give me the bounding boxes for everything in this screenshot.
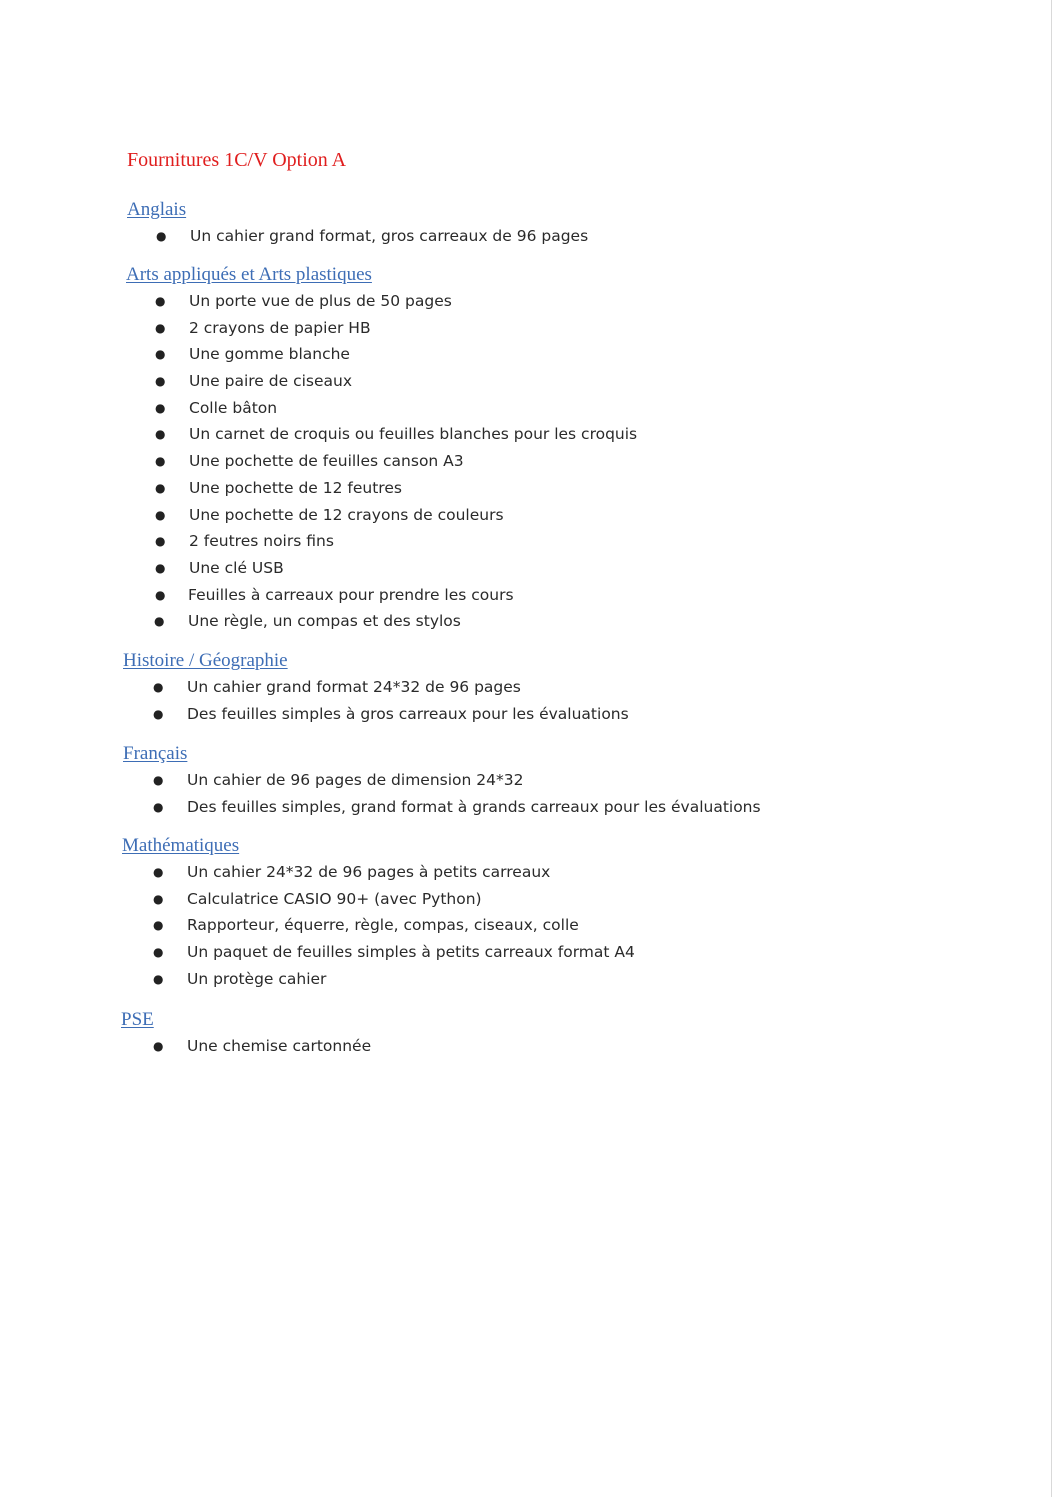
item-text: Un porte vue de plus de 50 pages: [189, 292, 452, 310]
item-text: Colle bâton: [189, 398, 278, 417]
bullet-icon: ●: [155, 507, 166, 522]
section-heading: Français: [123, 743, 188, 764]
item-text: Des feuilles simples à gros carreaux pour les évaluations: [187, 704, 629, 723]
item-text: Une pochette de 12 crayons de couleurs: [189, 505, 504, 524]
item-text: Un cahier grand format 24*32 de 96 pages: [187, 678, 521, 696]
item-text: 2 crayons de papier HB: [189, 318, 371, 337]
bullet-icon: ●: [155, 587, 166, 602]
item-text: Une pochette de 12 feutres: [189, 478, 402, 497]
item-text: Un cahier grand format, gros carreaux de 96 pages: [190, 227, 589, 245]
bullet-icon: ●: [153, 680, 164, 694]
bullet-icon: ●: [155, 320, 166, 335]
item-text: Une gomme blanche: [189, 345, 350, 364]
item-text: Rapporteur, équerre, règle, compas, ciseaux, colle: [187, 916, 579, 935]
bullet-icon: ●: [155, 374, 166, 389]
section-heading: Mathématiques: [122, 835, 240, 856]
item-text: Un cahier 24*32 de 96 pages à petits carreaux: [187, 863, 551, 881]
bullet-icon: ●: [155, 534, 166, 549]
document-title: Fournitures 1C/V Option A: [127, 149, 347, 171]
bullet-icon: ●: [153, 799, 164, 814]
item-text: Une pochette de feuilles canson A3: [189, 452, 464, 471]
item-text: 2 feutres noirs fins: [189, 532, 334, 551]
item-text: Un paquet de feuilles simples à petits carreaux format A4: [187, 943, 635, 962]
bullet-icon: ●: [153, 918, 164, 933]
section-heading: Histoire / Géographie: [123, 650, 288, 671]
bullet-icon: ●: [155, 454, 166, 469]
bullet-icon: ●: [153, 706, 164, 721]
section-heading: Anglais: [127, 199, 187, 220]
item-text: Une règle, un compas et des stylos: [188, 612, 461, 631]
bullet-icon: ●: [156, 229, 167, 243]
bullet-icon: ●: [153, 865, 164, 879]
bullet-icon: ●: [155, 347, 166, 362]
item-text: Feuilles à carreaux pour prendre les cours: [188, 585, 514, 604]
bullet-icon: ●: [154, 614, 165, 629]
bullet-icon: ●: [153, 945, 164, 960]
bullet-icon: ●: [155, 560, 166, 575]
item-text: Une chemise cartonnée: [187, 1037, 372, 1055]
bullet-icon: ●: [155, 400, 166, 415]
section-heading: PSE: [121, 1009, 154, 1030]
item-text: Une paire de ciseaux: [189, 372, 353, 391]
bullet-icon: ●: [155, 294, 166, 308]
bullet-icon: ●: [155, 480, 166, 495]
item-text: Des feuilles simples, grand format à grands carreaux pour les évaluations: [187, 797, 761, 816]
bullet-icon: ●: [155, 427, 166, 442]
bullet-icon: ●: [153, 1039, 164, 1053]
bullet-icon: ●: [153, 971, 164, 986]
scan-edge-line: [1051, 0, 1052, 1497]
item-text: Un carnet de croquis ou feuilles blanches pour les croquis: [189, 425, 638, 444]
bullet-icon: ●: [153, 891, 164, 906]
item-text: Une clé USB: [189, 558, 284, 577]
item-text: Un cahier de 96 pages de dimension 24*32: [187, 771, 524, 789]
bullet-icon: ●: [153, 773, 164, 787]
section-heading: Arts appliqués et Arts plastiques: [126, 264, 372, 285]
item-text: Un protège cahier: [187, 969, 327, 988]
item-text: Calculatrice CASIO 90+ (avec Python): [187, 889, 482, 908]
